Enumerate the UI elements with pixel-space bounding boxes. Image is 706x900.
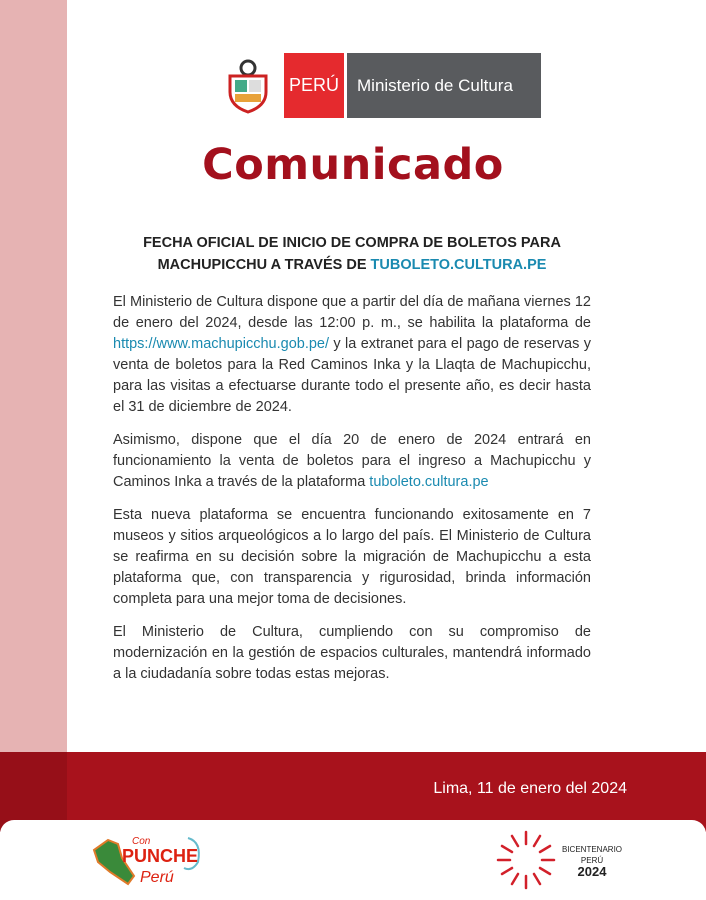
- tuboleto-body-link[interactable]: tuboleto.cultura.pe: [369, 474, 489, 490]
- paragraph-text: Asimismo, dispone que el día 20 de enero de 2024 entrará en funcionamiento la venta de boletos para el ingreso a Machupicchu y Caminos Inka a través de la plataforma: [113, 432, 591, 490]
- machupicchu-link[interactable]: https://www.machupicchu.gob.pe/: [113, 336, 330, 352]
- svg-text:Perú: Perú: [140, 869, 174, 886]
- subtitle: [100, 232, 604, 276]
- logo-ministry-box: Ministerio de Cultura: [347, 53, 541, 118]
- bicentenario-text: [562, 844, 622, 877]
- bicentenario-year: 2024: [577, 863, 607, 879]
- paragraph-3: Esta nueva plataforma se encuentra funcionando exitosamente en 7 museos y sitios arqueológicos a lo largo del país. El Ministerio de Cultura se reafirma en su decisión sobre la migración de Machupicchu a esta plataforma que, con transparencia y rigurosidad, brinda información completa para una mejor toma de decisiones.: [113, 507, 591, 607]
- date-line: Lima, 11 de enero del 2024: [433, 780, 627, 797]
- logo-peru-box: PERÚ: [284, 53, 344, 118]
- svg-text:Con: Con: [132, 836, 151, 847]
- paragraph-text: y la extranet para el pago de reservas y venta de boletos para la Red Caminos Inka y la Llaqta de Machupicchu, para las visitas a efectuarse durante todo el presente año, es decir hasta el 31 de diciembre de 2024.: [113, 336, 591, 415]
- bicentenario-sunburst-icon: [496, 830, 556, 890]
- svg-text:PUNCHE: PUNCHE: [122, 846, 199, 866]
- communique-body: [113, 292, 591, 697]
- tuboleto-link[interactable]: TUBOLETO.CULTURA.PE: [370, 257, 547, 273]
- bicentenario-logo: [496, 830, 622, 890]
- subtitle-line2: MACHUPICCHU A TRAVÉS DE: [157, 257, 371, 273]
- page-title: Comunicado: [202, 140, 504, 190]
- paragraph-2: [113, 430, 591, 493]
- paragraph-text: El Ministerio de Cultura dispone que a partir del día de mañana viernes 12 de enero del 2024, desde las 12:00 p. m., se habilita la plataforma de: [113, 294, 591, 331]
- con-punche-peru-logo: [88, 828, 208, 890]
- coat-of-arms-icon: [226, 58, 270, 114]
- ministry-logo: [226, 53, 541, 118]
- footer-logos: [0, 820, 706, 900]
- subtitle-line1: FECHA OFICIAL DE INICIO DE COMPRA DE BOLETOS PARA: [143, 235, 561, 251]
- paragraph-4: El Ministerio de Cultura, cumpliendo con su compromiso de modernización en la gestión de espacios culturales, mantendrá informado a la ciudadanía sobre todas estas mejoras.: [113, 624, 591, 682]
- bicentenario-line1: BICENTENARIO: [562, 844, 623, 854]
- left-decorative-stripe: [0, 0, 67, 752]
- paragraph-1: [113, 292, 591, 418]
- bicentenario-line2: PERÚ: [580, 855, 604, 865]
